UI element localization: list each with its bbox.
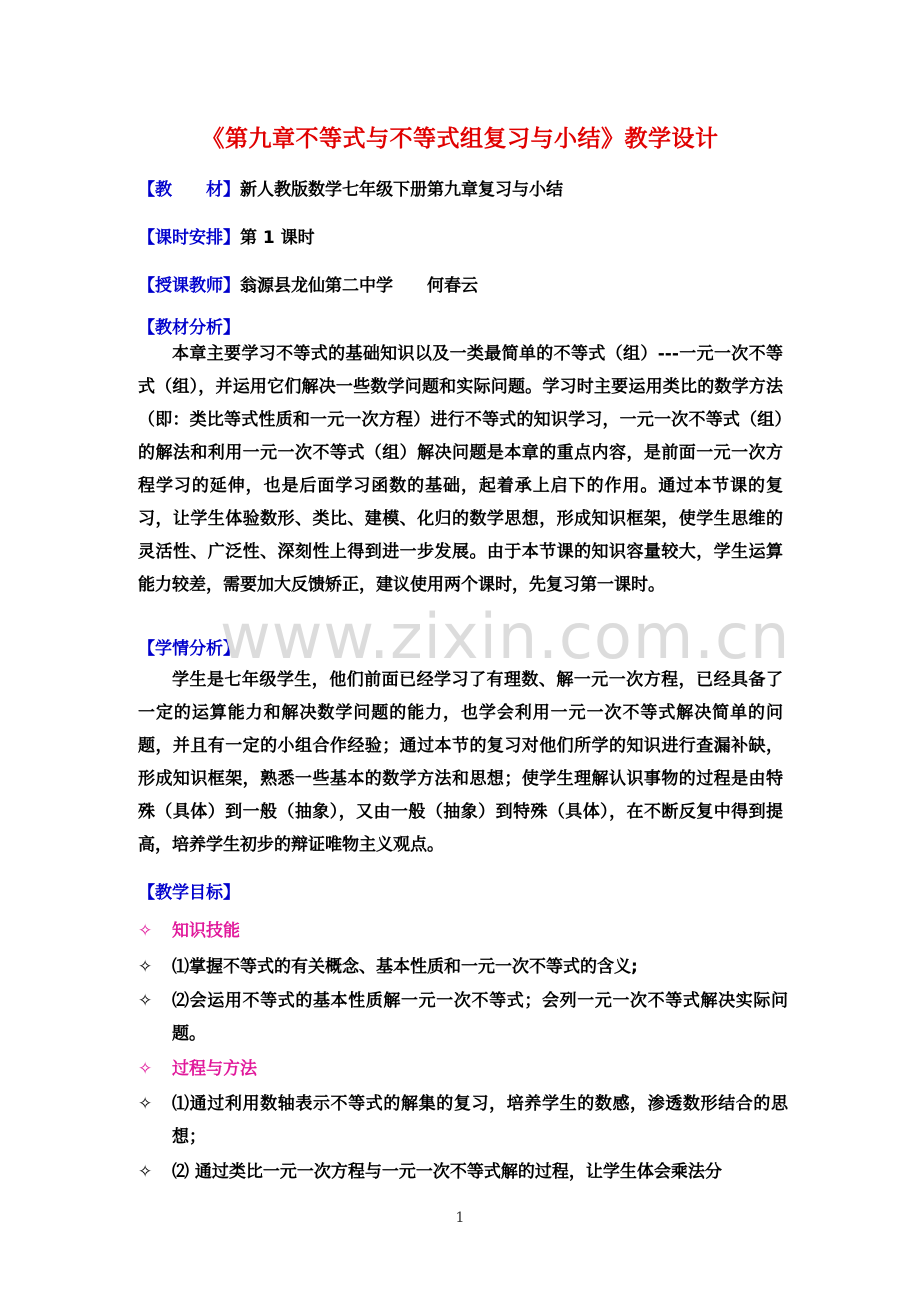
schedule-label: 【课时安排】 (138, 228, 240, 248)
page-number: 1 (455, 1210, 465, 1226)
analysis-paragraph: 本章主要学习不等式的基础知识以及一类最简单的不等式（组）---一元一次不等式（组），并运用它们解决一些数学问题和实际问题。学习时主要运用类比的数学方法（即：类比等式性质和一元一次方程）进行不等式的知识学习，一元一次不等式（组）的解法和利用一元一次不等式（组）解决问题是本章的重点内容，是前面一元一次方程学习的延伸，也是后面学习函数的基础，起着承上启下的作用。通过本节课的复习，让学生体验数形、类比、建模、化归的数学思想，形成知识框架，使学生思维的灵活性、广泛性、深刻性上得到进一步发展。由于本节课的知识容量较大，学生运算能力较差，需要加大反馈矫正，建议使用两个课时，先复习第一课时。 (138, 344, 783, 595)
process-item-1 (138, 1088, 788, 1154)
analysis-heading: 【教材分析】 (138, 318, 240, 338)
teacher-label: 【授课教师】 (138, 276, 240, 296)
teacher-value: 翁源县龙仙第二中学 何春云 (240, 276, 478, 296)
teacher-line (138, 271, 478, 296)
diamond-bullet-icon: ✧ (138, 957, 153, 977)
material-value: 新人教版数学七年级下册第九章复习与小结 (240, 180, 563, 200)
diamond-bullet-icon: ✧ (138, 921, 153, 941)
process-text-1: ⑴通过利用数轴表示不等式的解集的复习，培养学生的数感，渗透数形结合的思想； (172, 1094, 788, 1147)
diamond-bullet-icon: ✧ (138, 991, 153, 1011)
goals-heading: 【教学目标】 (138, 883, 240, 903)
material-line (138, 175, 563, 200)
material-label: 【教 材】 (138, 180, 240, 200)
knowledge-item-2 (138, 985, 788, 1051)
document-title: 《第九章不等式与不等式组复习与小结》教学设计 (201, 126, 719, 152)
diamond-bullet-icon: ✧ (138, 1162, 153, 1182)
students-paragraph: 学生是七年级学生，他们前面已经学习了有理数、解一元一次方程，已经具备了一定的运算能力和解决数学问题的能力，也学会利用一元一次不等式解决简单的问题，并且有一定的小组合作经验；通过本节的复习对他们所学的知识进行查漏补缺，形成知识框架，熟悉一些基本的数学方法和思想；使学生理解认识事物的过程是由特殊（具体）到一般（抽象），又由一般（抽象）到特殊（具体），在不断反复中得到提高，培养学生初步的辩证唯物主义观点。 (138, 670, 783, 855)
knowledge-title: 知识技能 (172, 921, 240, 941)
process-title: 过程与方法 (172, 1059, 257, 1079)
students-heading: 【学情分析】 (138, 639, 240, 659)
process-text-2: ⑵ 通过类比一元一次方程与一元一次不等式解的过程，让学生体会乘法分 (172, 1162, 722, 1182)
knowledge-text-1: ⑴掌握不等式的有关概念、基本性质和一元一次不等式的含义; (172, 957, 638, 977)
knowledge-text-2: ⑵会运用不等式的基本性质解一元一次不等式；会列一元一次不等式解决实际问题。 (172, 991, 788, 1044)
diamond-bullet-icon: ✧ (138, 1059, 153, 1079)
knowledge-title-item (138, 915, 788, 948)
diamond-bullet-icon: ✧ (138, 1094, 153, 1114)
schedule-value: 第 1 课时 (240, 228, 315, 248)
process-title-item (138, 1053, 788, 1086)
schedule-line (138, 223, 315, 248)
watermark: www.zixin.com.cn (220, 600, 791, 673)
process-item-2 (138, 1156, 788, 1189)
knowledge-item-1 (138, 951, 788, 984)
